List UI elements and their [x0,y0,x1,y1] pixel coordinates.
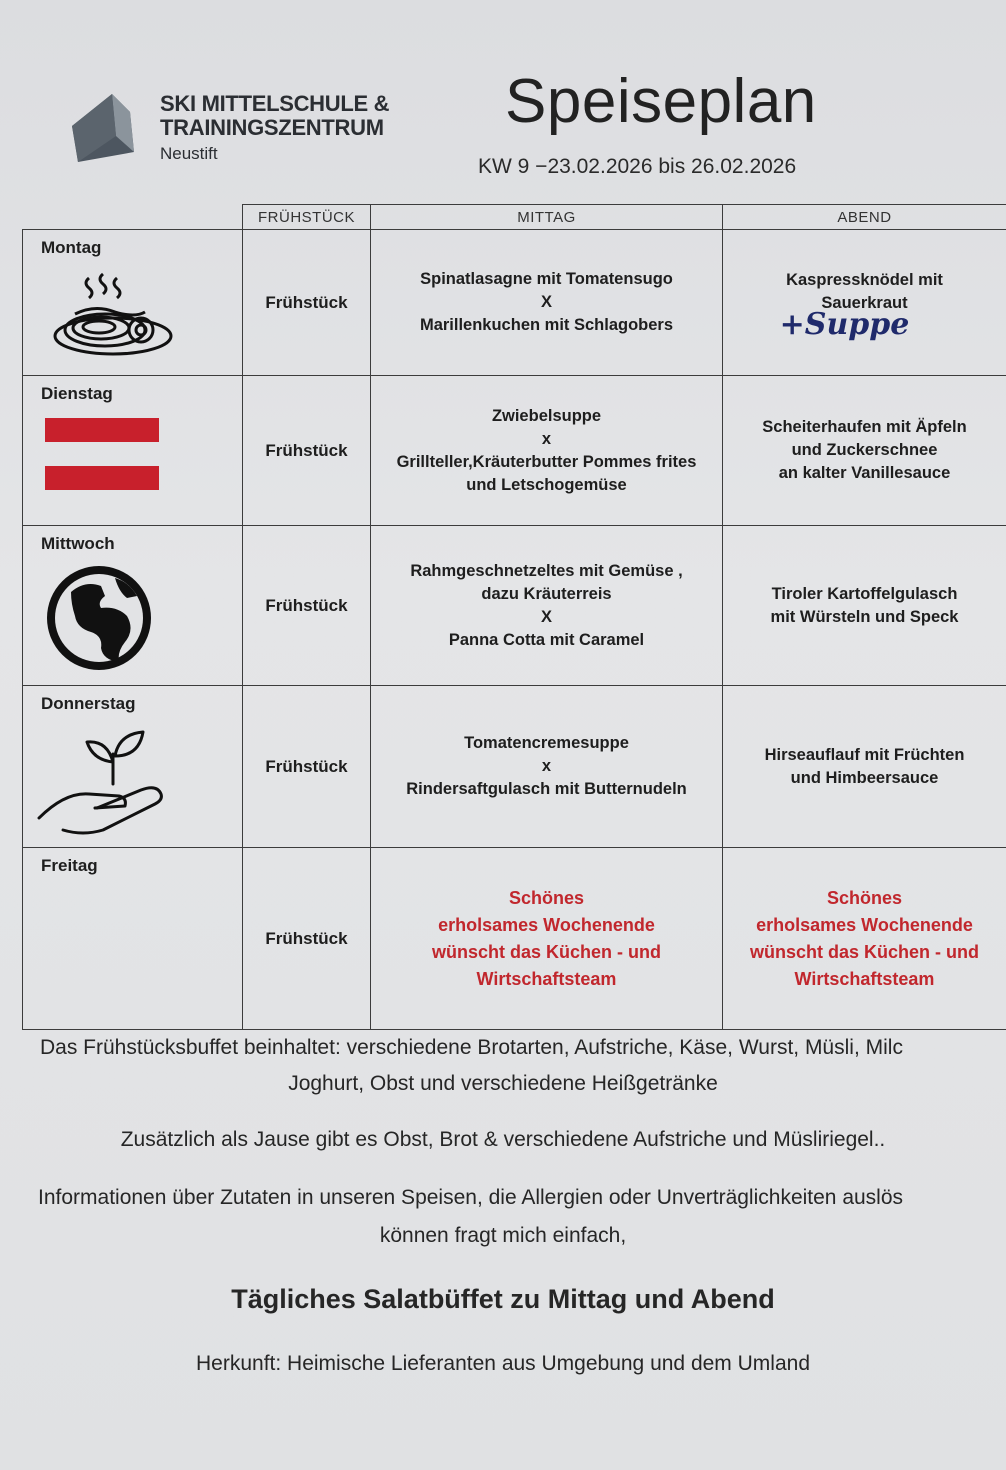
allergy-info-line2: können fragt mich einfach, [379,1224,627,1247]
lunch-line: Panna Cotta mit Caramel [448,630,645,649]
page-title: Speiseplan [505,67,817,136]
lunch-line: Marillenkuchen mit Schlagobers [419,316,674,334]
day-cell [23,848,243,1030]
lunch-cell [371,686,723,848]
dinner-cell [723,526,1006,686]
lunch-line: Rahmgeschnetzeltes mit Gemüse , [410,561,683,580]
lunch-line: x [541,757,552,775]
breakfast-cell: Frühstück [243,848,371,1030]
lunch-line: Zwiebelsuppe [491,406,602,425]
lunch-line: Tomatencremesuppe [464,734,629,752]
lunch-cell [371,376,723,526]
breakfast-cell: Frühstück [243,230,371,376]
snack-info: Zusätzlich als Jause gibt es Obst, Brot & verschiedene Aufstriche und Müsliriegel.. [120,1128,886,1151]
day-name: Freitag [41,856,98,875]
dinner-line: Kaspressknödel mit [786,271,943,289]
column-header-lunch: MITTAG [371,205,723,230]
lunch-line: erholsames Wochenende [438,914,655,935]
handwritten-note: +Suppe [779,307,910,342]
lunch-line: x [541,429,552,448]
day-cell [23,526,243,686]
dinner-cell [723,376,1006,526]
spaghetti-icon [45,270,175,360]
dinner-cell [723,230,1006,376]
menu-table [22,204,1006,1030]
day-name: Dienstag [41,384,113,403]
week-range: KW 9 −23.02.2026 bis 26.02.2026 [478,155,797,178]
lunch-line: X [540,293,552,311]
lunch-cell [371,230,723,376]
lunch-line: dazu Kräuterreis [481,584,612,603]
lunch-line: Spinatlasagne mit Tomatensugo [420,270,673,288]
school-name-line1: SKI MITTELSCHULE & [160,91,390,116]
school-logo [70,92,430,172]
day-cell [23,376,243,526]
dinner-line: Tiroler Kartoffelgulasch [771,584,958,603]
lunch-line: Schönes [508,887,585,908]
dinner-line: Scheiterhaufen mit Äpfeln [762,418,967,436]
lunch-cell [371,848,723,1030]
lunch-line: Grillteller,Kräuterbutter Pommes frites [396,452,697,471]
dinner-line: Sauerkraut [821,294,908,312]
mountain-logo-icon [70,92,150,164]
dinner-line: und Himbeersauce [790,768,939,787]
school-name-line2: TRAININGSZENTRUM [160,115,384,140]
table-row [23,526,1006,686]
lunch-line: wünscht das Küchen - und [431,941,661,962]
day-cell [23,230,243,376]
header-blank [23,205,243,230]
breakfast-cell: Frühstück [243,376,371,526]
dinner-cell [723,686,1006,848]
lunch-line: Wirtschaftsteam [476,968,617,989]
day-name: Montag [41,238,102,257]
breakfast-info-line1: Das Frühstücksbuffet beinhaltet: verschiedene Brotarten, Aufstriche, Käse, Wurst, Müsli, Milc [40,1036,903,1059]
day-name: Donnerstag [41,694,136,713]
dinner-line: und Zuckerschnee [791,441,938,459]
table-row [23,230,1006,376]
austria-flag-icon [45,416,175,506]
table-row [23,376,1006,526]
lunch-line: Rindersaftgulasch mit Butternudeln [406,780,687,798]
school-name [160,92,389,140]
dinner-line: erholsames Wochenende [756,914,973,935]
dinner-line: an kalter Vanillesauce [778,464,951,482]
day-name: Mittwoch [41,534,115,553]
lunch-line: X [540,607,552,626]
table-row [23,848,1006,1030]
breakfast-cell: Frühstück [243,526,371,686]
column-header-dinner: ABEND [723,205,1006,230]
breakfast-cell: Frühstück [243,686,371,848]
table-row [23,686,1006,848]
lunch-cell [371,526,723,686]
day-cell [23,686,243,848]
dinner-line: mit Würsteln und Speck [770,607,959,626]
dinner-line: Hirseauflauf mit Früchten [764,745,965,764]
origin-note: Herkunft: Heimische Lieferanten aus Umgebung und dem Umland [196,1352,810,1375]
plant-hand-icon [35,726,185,836]
dinner-line: Wirtschaftsteam [794,968,935,989]
lunch-line: und Letschogemüse [466,475,627,494]
dinner-cell [723,848,1006,1030]
column-header-breakfast: FRÜHSTÜCK [243,205,371,230]
salad-buffet-note: Tägliches Salatbüffet zu Mittag und Abend [231,1284,775,1314]
breakfast-info-line2: Joghurt, Obst und verschiedene Heißgetränke [288,1072,718,1095]
dinner-line: wünscht das Küchen - und [749,941,979,962]
school-place: Neustift [160,144,218,163]
dinner-line: Schönes [826,887,903,908]
allergy-info-line1: Informationen über Zutaten in unseren Speisen, die Allergien oder Unverträglichkeiten auslös [38,1186,904,1209]
table-header-row [23,205,1006,230]
globe-icon [45,564,175,674]
